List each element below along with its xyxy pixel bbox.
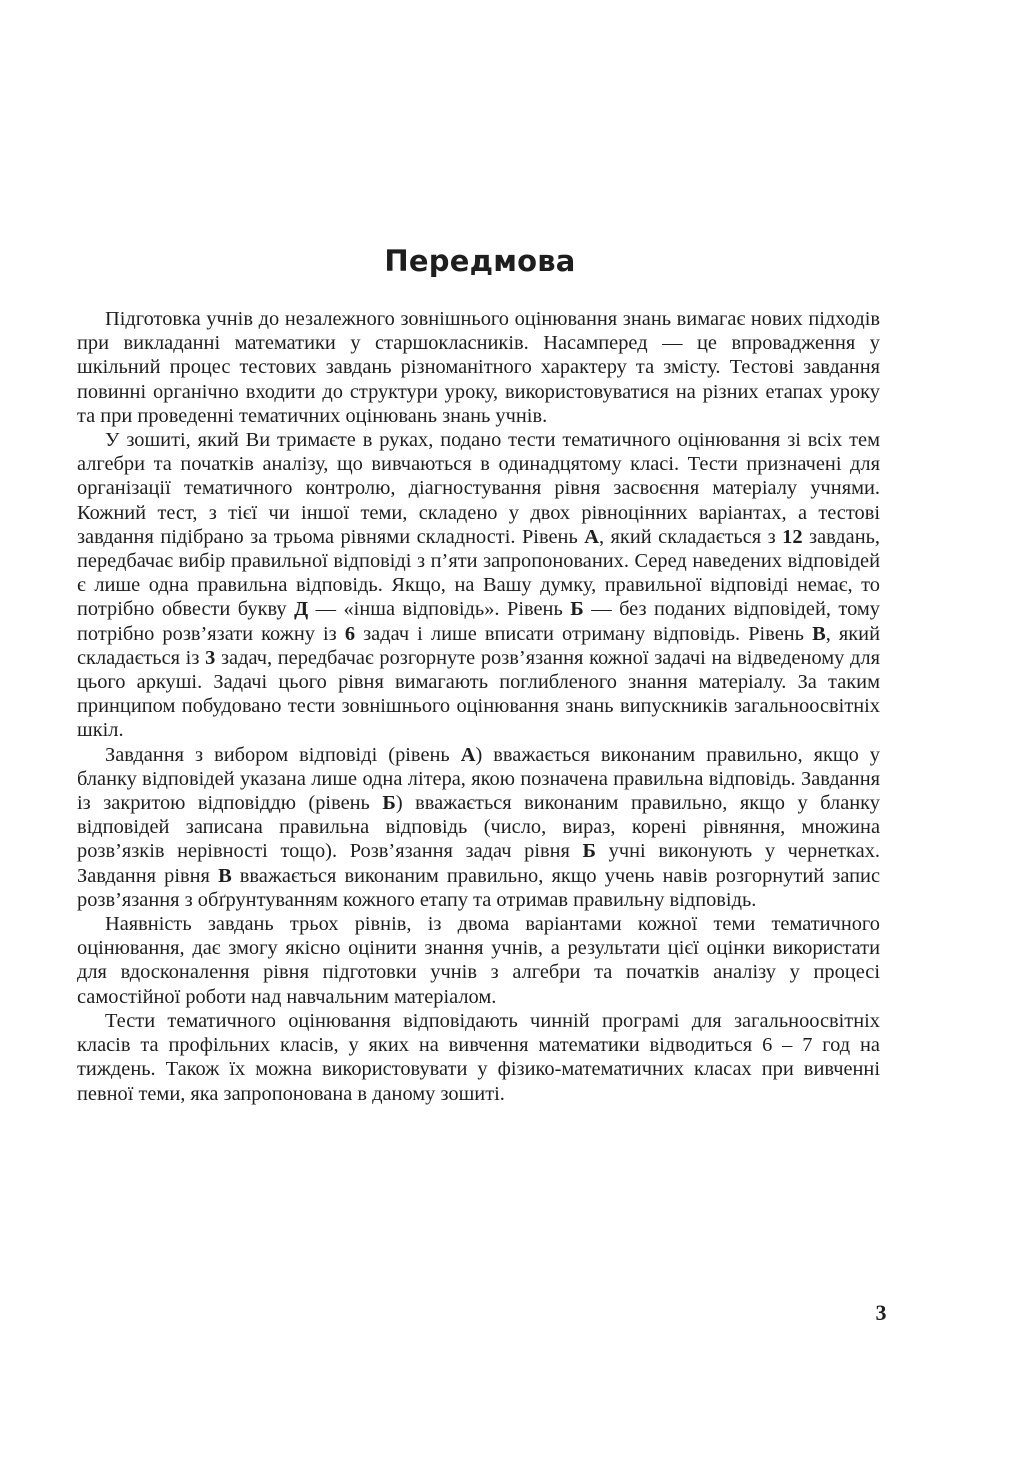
bold-text-segment: А [584, 525, 599, 548]
paragraph-1 [77, 307, 880, 428]
page-number: 3 [875, 1300, 887, 1325]
bold-text-segment: В [218, 864, 232, 887]
text-segment: У зошиті, який Ви тримаєте в руках, подано тести тематичного оцінювання зі всіх тем алгебри та початків аналізу, що вивчаються в одинадцятому класі. Тести призначені для організації тематичного контролю, діагностування рівня засвоєння матеріалу учнями. Кожний тест, з тієї чи іншої теми, складено у двох рівноцінних варіантах, а тестові завдання підібрано за трьома рівнями складності. Рівень [77, 429, 880, 548]
text-segment: ) вважається виконаним правильно, якщо у бланку відповідей указана лише одна літера, якою позначена правильна відповідь. Завдання із закритою відповіддю (рівень [77, 743, 880, 815]
text-segment: задач, передбачає розгорнуте розв’язання кожної задачі на відведеному для цього аркуші. Задачі цього рівня вимагають поглибленого знання матеріалу. За таким принципом побудовано тести зовнішнього оцінювання знань випускників загальноосвітніх шкіл. [77, 646, 880, 742]
text-segment: Завдання з вибором відповіді (рівень [105, 743, 461, 766]
bold-text-segment: Б [582, 840, 597, 863]
text-segment: Підготовка учнів до незалежного зовнішнього оцінювання знань вимагає нових підходів при викладанні математики у старшокласників. Насамперед — це впровадження у шкільний процес тестових завдань різноманітного характеру та змісту. Тестові завдання повинні органічно входити до структури уроку, використовуватися на різних етапах уроку та при проведенні тематичних оцінювань знань учнів. [77, 308, 880, 427]
text-segment: , який складається з [598, 525, 783, 548]
bold-text-segment: Д [294, 598, 309, 621]
text-segment: — «інша відповідь». Рівень [308, 598, 571, 621]
paragraph-2 [77, 428, 880, 743]
bold-text-segment: В [812, 622, 826, 645]
paragraph-3 [77, 743, 880, 912]
bold-text-segment: А [460, 743, 476, 766]
text-segment: учні виконують у чернетках. Завдання рівня [77, 840, 880, 887]
bold-text-segment: Б [382, 792, 396, 815]
bold-text-segment: 6 [344, 622, 356, 645]
page-title: Передмова [384, 244, 576, 278]
paragraph-4 [77, 912, 880, 1009]
text-segment: , який складається із [77, 622, 880, 669]
text-segment: задач і лише вписати отриману відповідь. Рівень [355, 622, 813, 645]
text-segment: Тести тематичного оцінювання відповідають чинній програмі для загальноосвітніх класів та профільних класів, у яких на вивчення математики відводиться 6 – 7 год на тиждень. Також їх можна використовувати у фізико-математичних класах при вивченні певної теми, яка запропонована в даному зошиті. [77, 1009, 880, 1105]
text-segment: Наявність завдань трьох рівнів, із двома варіантами кожної теми тематичного оцінювання, дає змогу якісно оцінити знання учнів, а результати цієї оцінки використати для вдосконалення рівня підготовки учнів з алгебри та початків аналізу у процесі самостійної роботи над навчальним матеріалом. [77, 913, 880, 1008]
preface-body [77, 307, 880, 1106]
text-segment: — без поданих відповідей, тому потрібно розв’язати кожну із [77, 598, 880, 645]
text-segment: завдань, передбачає вибір правильної відповіді з п’яти запропонованих. Серед наведених відповідей є лише одна правильна відповідь. Якщо, на Вашу думку, правильної відповіді немає, то потрібно обвести букву [77, 525, 881, 621]
text-segment: вважається виконаним правильно, якщо учень навів розгорнутий запис розв’язання з обґрунтуванням кожного етапу та отримав правильну відповідь. [77, 864, 880, 911]
bold-text-segment: Б [570, 598, 584, 621]
paragraph-5 [77, 1009, 880, 1106]
bold-text-segment: 3 [205, 646, 216, 669]
text-segment: ) вважається виконаним правильно, якщо у бланку відповідей записана правильна відповідь (число, вираз, корені рівняння, множина розв’язків нерівності тощо). Розв’язання задач рівня [77, 792, 880, 863]
bold-text-segment: 12 [782, 525, 803, 548]
